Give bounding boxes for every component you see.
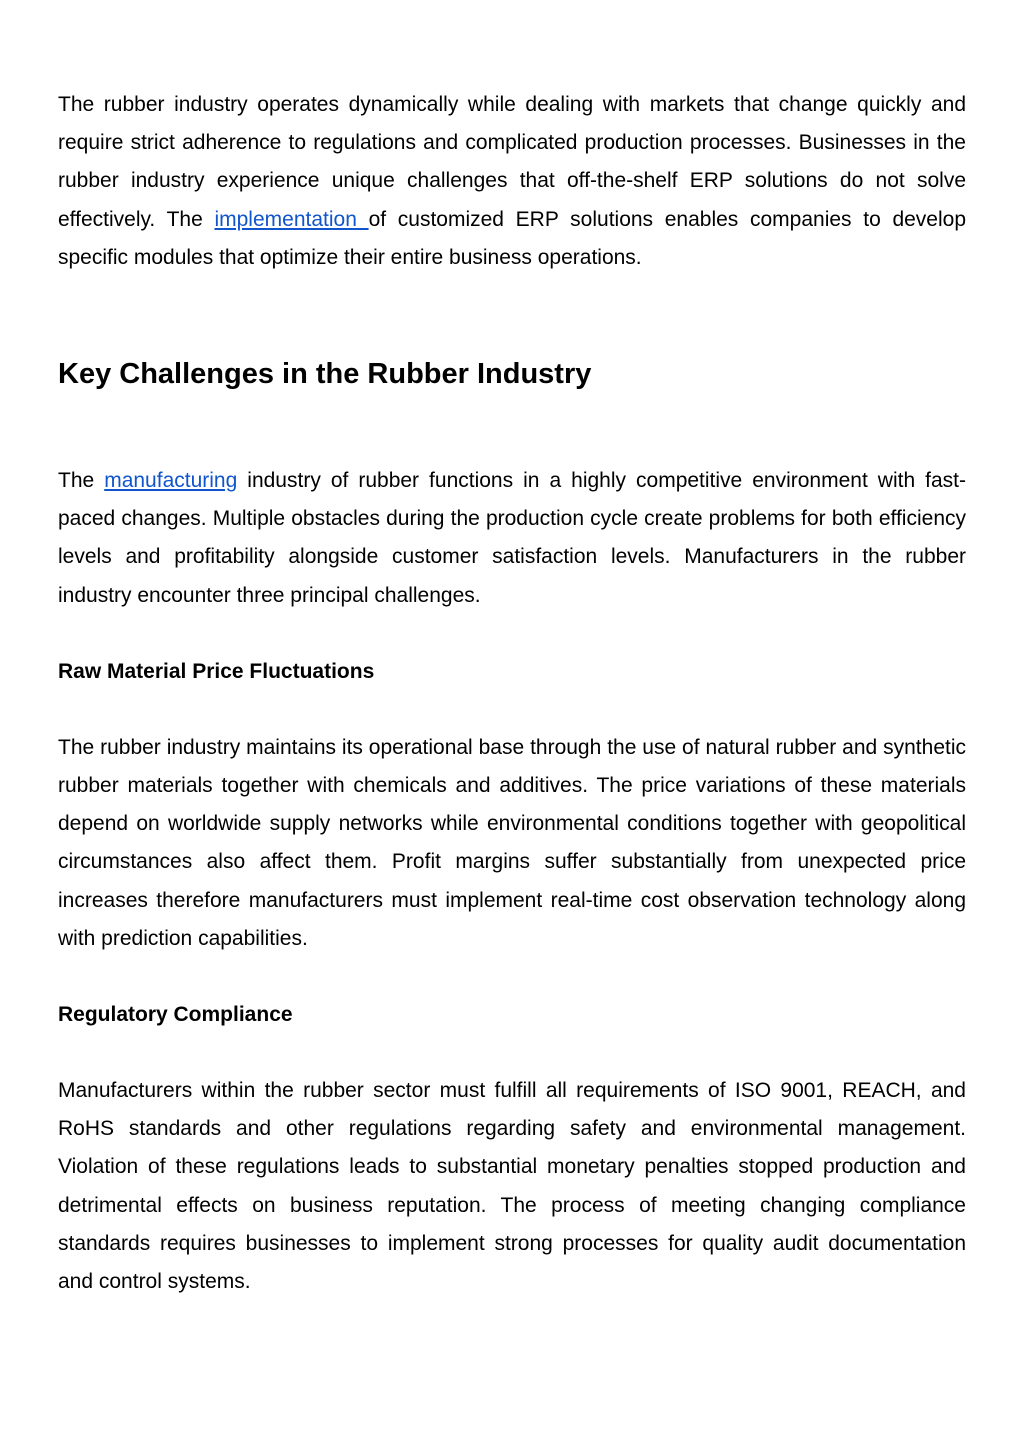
intro-text-after-link: of customized ERP solutions enables companies to develop specific modules that optimize their entire business operations. [58,207,966,269]
subsection-heading-regulatory: Regulatory Compliance [58,1003,293,1027]
section-heading: Key Challenges in the Rubber Industry [58,358,592,391]
intro-text-before-link: The rubber industry operates dynamically while dealing with markets that change quickly and require strict adherence to regulations and complicated production processes. Businesses in the rubber industry experience unique challenges that off-the-shelf ERP solutions do not solve effectively. The [58,93,966,231]
intro-paragraph [58,86,966,277]
section-intro-text-before-link: The [58,469,105,493]
manufacturing-link[interactable]: manufacturing [104,469,238,493]
section-intro-paragraph [58,462,966,615]
subsection-heading-raw-material: Raw Material Price Fluctuations [58,659,375,683]
section-intro-text-after-link: industry of rubber functions in a highly competitive environment with fast-paced changes. Multiple obstacles during the production cycle create problems for both efficiency levels and profitability alongside customer satisfaction levels. Manufacturers in the rubber industry encounter three principal challenges. [58,469,966,607]
document-page [58,86,966,1301]
subsection-paragraph-raw-material: The rubber industry maintains its operational base through the use of natural rubber and synthetic rubber materials together with chemicals and additives. The price variations of these materials depend on worldwide supply networks while environmental conditions together with geopolitical circumstances also affect them. Profit margins suffer substantially from unexpected price increases therefore manufacturers must implement real-time cost observation technology along with prediction capabilities. [58,735,966,950]
subsection-paragraph-regulatory: Manufacturers within the rubber sector must fulfill all requirements of ISO 9001, REACH, and RoHS standards and other regulations regarding safety and environmental management. Violation of these regulations leads to substantial monetary penalties stopped production and detrimental effects on business reputation. The process of meeting changing compliance standards requires businesses to implement strong processes for quality audit documentation and control systems. [58,1079,966,1294]
implementation-link[interactable]: implementation [214,207,369,231]
